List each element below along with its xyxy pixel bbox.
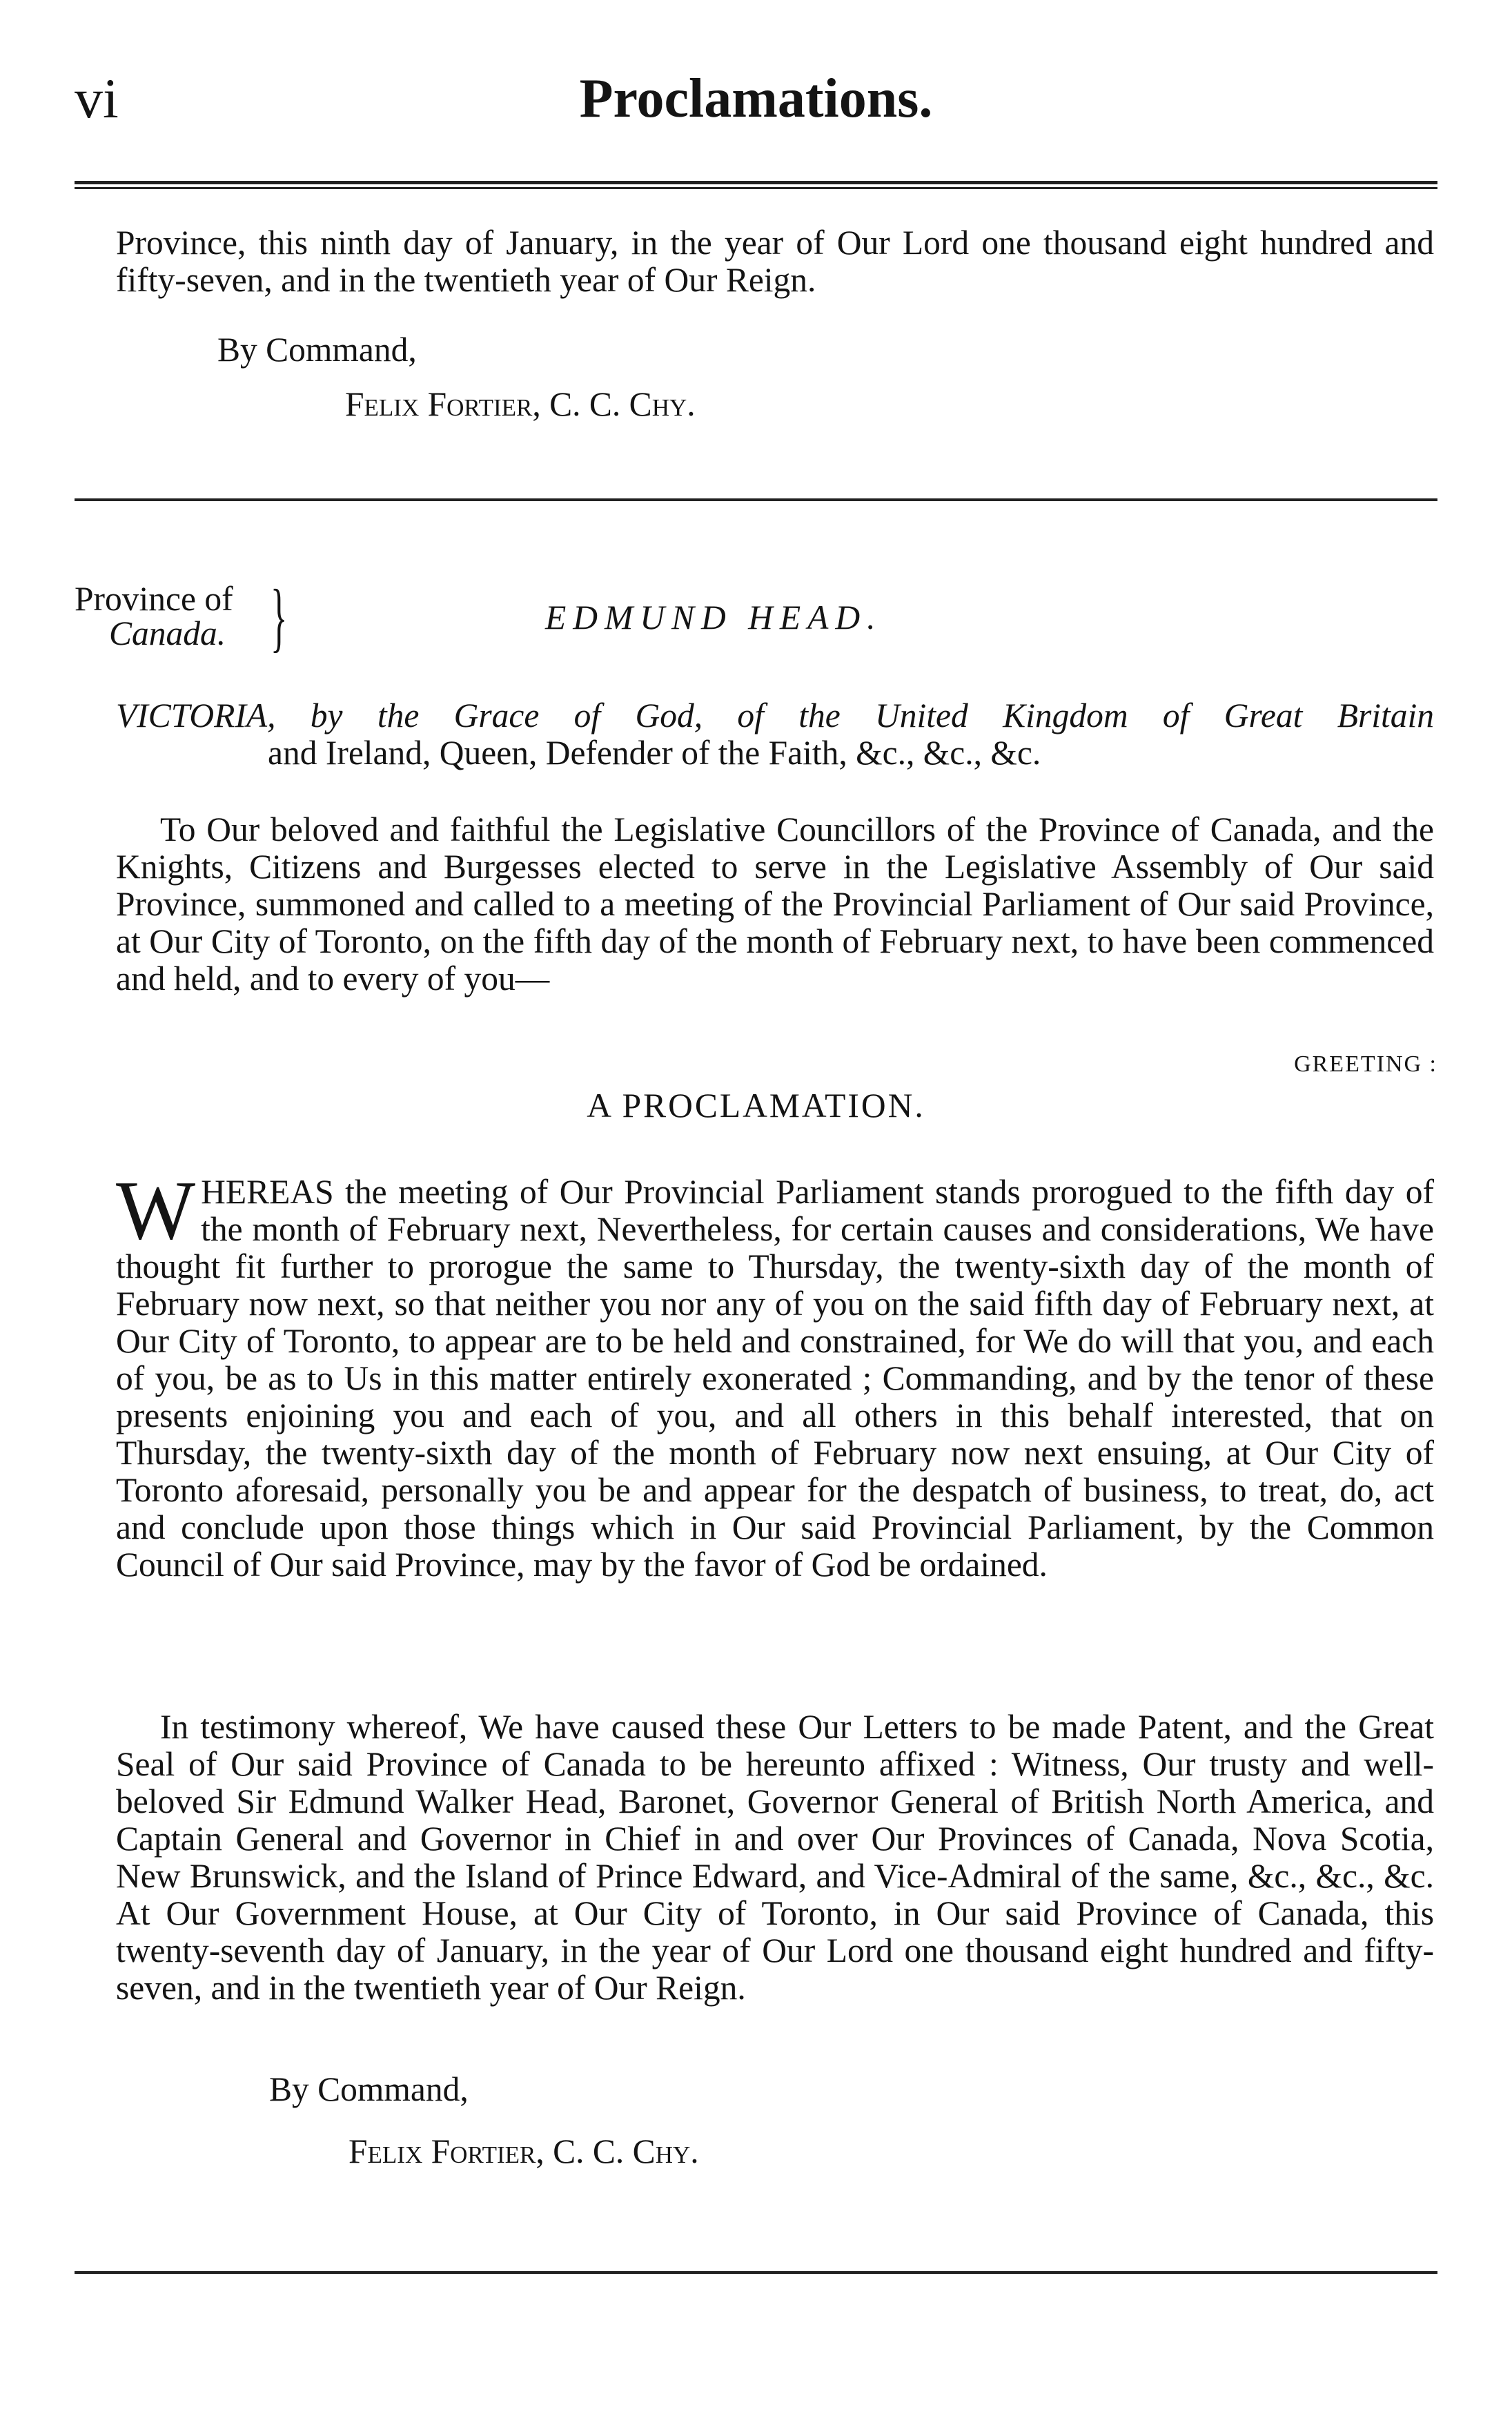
header-rule — [75, 181, 1437, 189]
whereas-paragraph: WHEREAS the meeting of Our Provincial Parliament stands prorogued to the fifth day of the month of February next, Nevertheless, for certain causes and considerations, We have thought fit further to prorogue the same to Thursday, the twenty-sixth day of the month of February now next, so that neither you nor any of you on the said fifth day of February next, at Our City of Toronto, to appear are to be held and constrained, for We do will that you, and each of you, be as to Us in this matter entirely exonerated ; Commanding, and by the tenor of these presents enjoining you and each of you, and all others in this behalf interested, that on Thursday, the twenty-sixth day of the month of February now next ensuing, at Our City of Toronto aforesaid, personally you be and appear for the despatch of business, to treat, do, act and conclude upon those things which in Our said Provincial Parliament, by the Common Council of Our said Province, may by the favor of God be ordained. — [116, 1164, 1434, 1584]
victoria-line-1: VICTORIA, by the Grace of God, of the United Kingdom of Great Britain — [116, 697, 1434, 734]
by-command-1: By Command, — [217, 331, 417, 369]
section-rule — [75, 498, 1437, 501]
governor-signature: EDMUND HEAD. — [545, 599, 883, 636]
address-paragraph: To Our beloved and faithful the Legislative Councillors of the Province of Canada, and the Knights, Citizens and Burgesses elected to serve in the Legislative Assembly of Our said Province, summoned and called to a meeting of the Provincial Parliament of Our said Province, at Our City of Toronto, on the fifth day of the month of February next, to have been commenced and held, and to every of you— — [116, 810, 1434, 998]
brace-glyph: } — [271, 574, 288, 660]
testimony-paragraph: In testimony whereof, We have caused these Our Letters to be made Patent, and the Great Seal of Our said Province of Canada to be hereunto affixed : Witness, Our trusty and well-beloved Sir Edmund Walker Head, Baronet, Governor General of British North America, and Captain General and Governor in Chief in and over Our Provinces of Canada, Nova Scotia, New Brunswick, and the Island of Prince Edward, and Vice-Admiral of the same, &c., &c., &c. At Our Government House, at Our City of Toronto, in Our said Province of Canada, this twenty-seventh day of January, in the year of Our Lord one thousand eight hundred and fifty-seven, and in the twentieth year of Our Reign. — [116, 1708, 1434, 2007]
running-title: Proclamations. — [579, 68, 933, 129]
page-header — [75, 61, 1437, 137]
province-marginal-label — [75, 582, 233, 651]
page-number: vi — [75, 67, 119, 130]
footer-rule — [75, 2271, 1437, 2274]
province-line-2: Canada. — [109, 614, 226, 652]
signature-2: Felix Fortier, C. C. Chy. — [348, 2132, 699, 2170]
greeting: GREETING : — [1294, 1051, 1437, 1077]
signature-1: Felix Fortier, C. C. Chy. — [345, 385, 696, 423]
proclamation-heading: A PROCLAMATION. — [587, 1087, 925, 1125]
by-command-2: By Command, — [269, 2070, 469, 2108]
province-line-1: Province of — [75, 580, 233, 618]
victoria-line-2: and Ireland, Queen, Defender of the Faith, &c., &c., &c. — [268, 734, 1041, 772]
previous-proclamation-text: Province, this ninth day of January, in the year of Our Lord one thousand eight hundred and fifty-seven, and in the twentieth year of Our Reign. — [116, 224, 1434, 299]
